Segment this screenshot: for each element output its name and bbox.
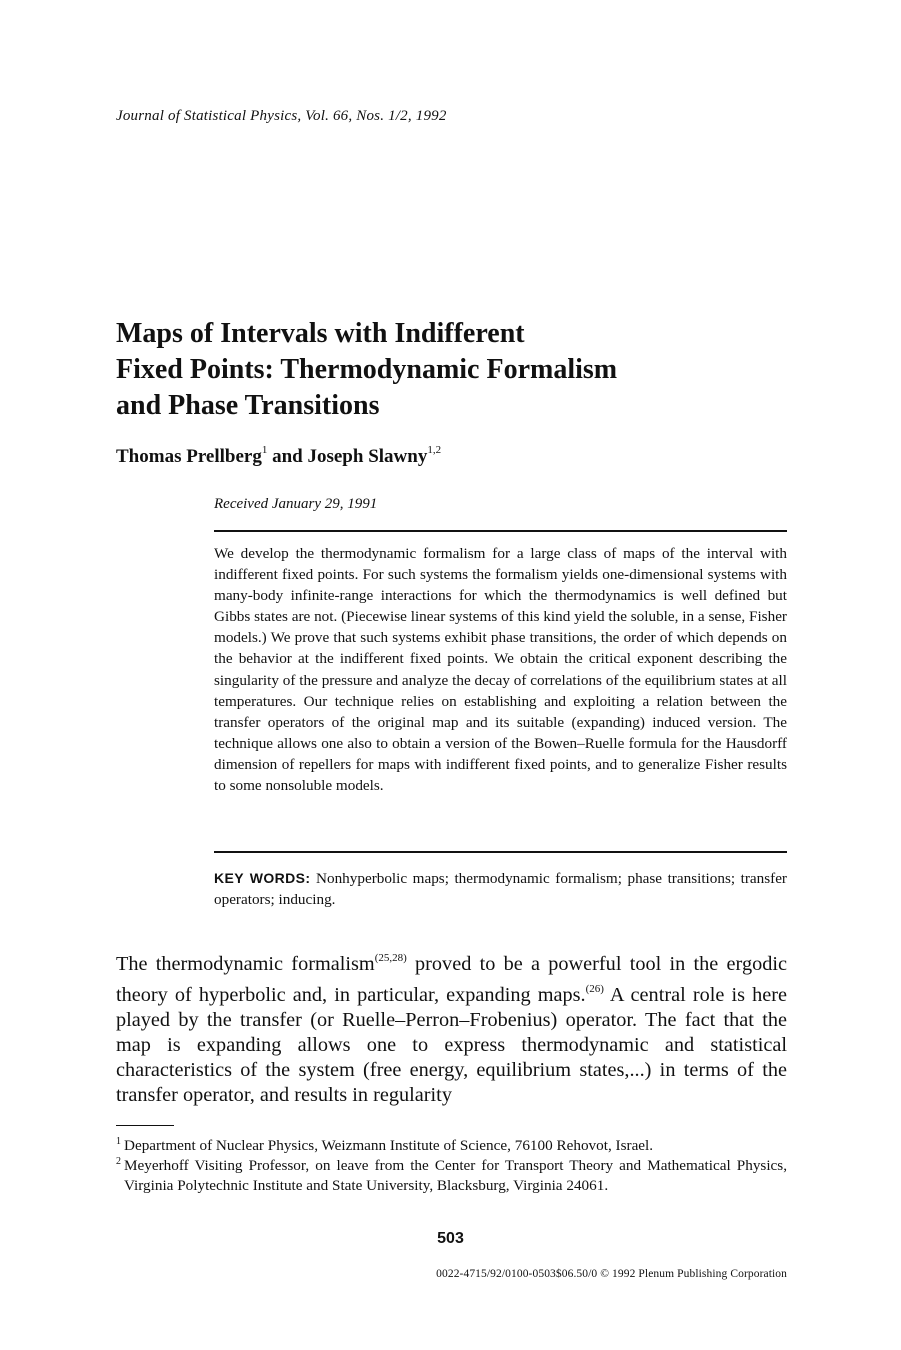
journal-header: Journal of Statistical Physics, Vol. 66, Nos. 1/2, 1992 [116, 108, 447, 124]
affiliation-mark: 1 [261, 444, 268, 456]
body-text-segment: proved to be a powerful tool in the ergodic theory of hyperbolic and, in particular, expanding maps. [116, 953, 787, 1006]
title-line: Fixed Points: Thermodynamic Formalism [116, 354, 618, 385]
copyright-line: 0022-4715/92/0100-0503$06.50/0 © 1992 Plenum Publishing Corporation [436, 1268, 787, 1280]
citation: (25,28) [374, 952, 407, 964]
author-name: Joseph Slawny [307, 446, 428, 467]
author-list [116, 444, 441, 468]
title-line: Maps of Intervals with Indifferent [116, 318, 525, 349]
footnote [116, 1136, 787, 1156]
abstract [214, 543, 787, 796]
keywords-label: KEY WORDS: [214, 870, 311, 886]
keywords-text: Nonhyperbolic maps; thermodynamic formalism; phase transitions; transfer operators; inducing. [214, 870, 787, 908]
footnote-text: Meyerhoff Visiting Professor, on leave from the Center for Transport Theory and Mathematical Physics, Virginia Polytechnic Institute and State University, Blacksburg, Virginia 24061. [124, 1157, 787, 1194]
paper-title [116, 316, 756, 424]
footnote-mark: 1 [116, 1136, 121, 1147]
abstract-text: We develop the thermodynamic formalism for a large class of maps of the interval with indifferent fixed points. For such systems the formalism yields one-dimensional systems with many-body infinite-range interactions for which the thermodynamics is well defined but Gibbs states are not. (Piecewise linear systems of this kind yield the soluble, in a sense, Fisher models.) We prove that such systems exhibit phase transitions, the order of which depends on the behavior at the indifferent fixed points. We obtain the critical exponent describing the singularity of the pressure and analyze the decay of correlations of the equilibrium states at all temperatures. Our technique relies on establishing and exploiting a relation between the transfer operators of the original map and its suitable (expanding) induced version. The technique allows one also to obtain a version of the Bowen–Ruelle formula for the Hausdorff dimension of repellers for maps with indifferent fixed points, and to generalize Fisher results to some nonsoluble models. [214, 545, 787, 795]
author-name: Thomas Prellberg [116, 446, 262, 467]
keywords [214, 868, 787, 910]
footnote-text: Department of Nuclear Physics, Weizmann Institute of Science, 76100 Rehovot, Israel. [124, 1137, 654, 1154]
footnote-rule [116, 1125, 174, 1126]
received-date: Received January 29, 1991 [214, 496, 378, 512]
abstract-bottom-rule [214, 851, 787, 853]
footnotes [116, 1136, 787, 1196]
author-conjunction: and [267, 446, 308, 467]
footnote-mark: 2 [116, 1156, 121, 1167]
footnote [116, 1156, 787, 1196]
title-line: and Phase Transitions [116, 390, 380, 421]
body-text-segment: The thermodynamic formalism [116, 953, 375, 975]
body-paragraph [116, 946, 787, 1108]
affiliation-mark: 1,2 [427, 444, 442, 456]
page-number: 503 [437, 1230, 464, 1247]
citation: (26) [585, 983, 604, 995]
body-text-segment: A central role is here played by the transfer (or Ruelle–Perron–Frobenius) operator. The fact that the map is expanding allows one to express thermodynamic and statistical characteristics of the system (free energy, equilibrium states,...) in terms of the transfer operator, and results in regularity [116, 984, 787, 1106]
abstract-top-rule [214, 530, 787, 532]
